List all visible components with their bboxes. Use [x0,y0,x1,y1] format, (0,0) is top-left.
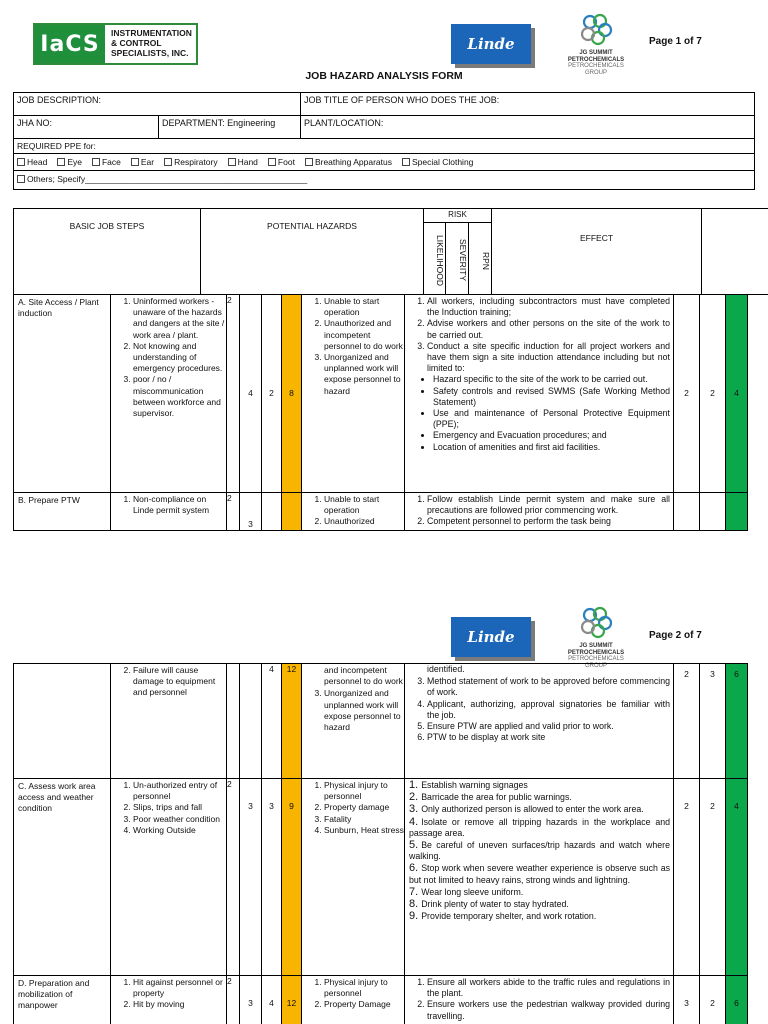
hazard-list: 1. Hit against personnel or property 2. Hit by moving [111,977,226,1011]
rpn-value: 8 [282,295,302,493]
control-measures-list: 1. Establish warning signages 2. Barricade the area for public warnings. 3. Only authorized person is allowed to enter the work area. 4. Isolate or remove all tripping hazards in the workplace and passage area. 5. Be careful of uneven surfaces/trip hazards and watch where walking. 6. Stop work when severe weather experience is observe such as but not limited to heavy rains, strong winds and lightning. 7. Wear long sleeve uniform. 8. Drink plenty of water to stay hydrated. 9. Provide temporary shelter, and work rotation. [409,779,670,923]
required-ppe-label: REQUIRED PPE for: [14,139,754,154]
table-row: B. Prepare PTW 1. Non-compliance on Linde permit system 2 3 1. Unable to start operation 2. Unauthorized 1. Follow establish Linde permit system and make sure all precautions are followed prior commencing work. 2. Competent personnel to perform the task being [14,493,748,531]
risk-header: RISK [424,209,492,223]
residual-severity: 3 [700,664,726,779]
likelihood-value: 3 [240,779,262,976]
table-row: A. Site Access / Plant induction 1. Uninformed workers - unaware of the hazards and dangers at the site / work area / plant. 2. Not knowing and understanding of emergency procedures. 3. poor / no / miscommunication between workforce and supervisor. 2 4 2 8 1. Unable to start operation 2. Unauthorized and incompetent personnel to do work 3. Unorganized and unplanned work will expose personnel to hazard 1. All workers, including subcontractors must have completed the Induction training; 2. Advise workers and other persons on the site of the work to be carried out. 3. Conduct a site specific induction for all project workers and have them sign a site induction attendance including but not limited to: • Hazard specific to the site of the work to be carried out. • Safety controls and revised SWMS (Safe Working Method Statement) • Use and maintenance of Personal Protective Equipment (PPE); • Emergency and Evacuation procedures; and • Location of amenities and first aid facilities. 2 2 4 [14,295,748,493]
consequence-list: and incompetent personnel to do work [324,665,403,687]
control-measures-list: 1. All workers, including subcontractors must have completed the Induction training; 2. Advise workers and other persons on the site of the work to be carried out. 3. Conduct a site specific induction for all project workers and have them sign a site induction attendance including but not limited to: [405,296,670,374]
ppe-foot-checkbox[interactable]: Foot [268,157,295,167]
hazard-list: 1. Un-authorized entry of personnel 2. Slips, trips and fall 3. Poor weather condition 4. Working Outside [111,780,226,836]
residual-rpn: 6 [726,664,748,779]
jg-rings-icon [578,12,614,48]
likelihood-value: 3 [240,493,262,531]
page-number: Page 1 of 7 [649,36,702,47]
basic-job-steps-header: BASIC JOB STEPS [14,209,201,295]
jha-no-field[interactable]: JHA NO: [14,116,159,138]
table-row: C. Assess work area access and weather condition 1. Un-authorized entry of personnel 2. Slips, trips and fall 3. Poor weather condition 4. Working Outside 2 3 3 9 1. Physical injury to personnel 2. Property damage 3. Fatality 4. Sunburn, Heat stress 1. Establish warning signages 2. Barricade the area for public warnings. 3. Only authorized person is allowed to enter the work area. 4. Isolate or remove all tripping hazards in the workplace and passage area. 5. Be careful of uneven surfaces/trip hazards and watch where walking. 6. Stop work when severe weather experience is observe such as but not limited to heavy rains, strong winds and lightning. 7. Wear long sleeve uniform. 8. Drink plenty of water to stay hydrated. 9. Provide temporary shelter, and work rotation. 2 2 4 [14,779,748,976]
page-number: Page 2 of 7 [649,630,702,641]
jg-summit-logo: JG SUMMIT PETROCHEMICALS PETROCHEMICALS GROUP [556,12,636,76]
residual-likelihood: 2 [674,779,700,976]
ppe-special-clothing-checkbox[interactable]: Special Clothing [402,157,473,167]
consequence-list: 1. Unable to start operation 2. Unauthorized and incompetent personnel to do work 3. Unorganized and unplanned work will expose personnel to hazard [302,296,404,397]
job-step: A. Site Access / Plant induction [14,295,111,493]
residual-severity: 2 [700,295,726,493]
likelihood-value: 3 [240,976,262,1024]
severity-value: 4 [262,976,282,1024]
residual-rpn: 4 [726,295,748,493]
form-title: JOB HAZARD ANALYSIS FORM [305,70,463,82]
job-step: D. Preparation and mobilization of manpower [14,976,111,1024]
hazard-table-page1 [13,294,748,531]
ppe-others-field[interactable]: Others; Specify_______________________________________________ [14,171,754,189]
department-field[interactable]: DEPARTMENT: Engineering [159,116,301,138]
ppe-head-checkbox[interactable]: Head [17,157,47,167]
jg-summit-logo: JG SUMMIT PETROCHEMICALS PETROCHEMICALS GROUP [556,605,636,669]
iacs-logo-mark: IaCS [35,25,105,63]
likelihood-header: LIKELIHOOD [424,223,446,295]
job-description-field[interactable]: JOB DESCRIPTION: [14,93,301,115]
induction-topics-list: • Hazard specific to the site of the work to be carried out. • Safety controls and revised SWMS (Safe Working Method Statement) • Use and maintenance of Personal Protective Equipment (PPE); • Emergency and Evacuation procedures; and • Location of amenities and first aid facilities. [405,374,670,452]
rpn-value: 9 [282,779,302,976]
job-step: B. Prepare PTW [14,493,111,531]
ppe-options [14,154,754,171]
severity-value: 3 [262,779,282,976]
hazard-table-header [13,208,768,295]
likelihood-value: 4 [262,664,282,779]
linde-logo: Linde [451,24,531,64]
residual-rpn: 4 [726,779,748,976]
linde-logo: Linde [451,617,531,657]
severity-header: SEVERITY [446,223,469,295]
rpn-value: 12 [282,664,302,779]
hazard-table-page2 [13,663,748,1024]
rpn-value: 12 [282,976,302,1024]
ppe-eye-checkbox[interactable]: Eye [57,157,82,167]
residual-severity: 2 [700,779,726,976]
job-step: C. Assess work area access and weather condition [14,779,111,976]
plant-location-field[interactable]: PLANT/LOCATION: [304,118,384,128]
job-title-field[interactable]: JOB TITLE OF PERSON WHO DOES THE JOB: [304,95,500,105]
consequence-list: 1. Physical injury to personnel 2. Property Damage [302,977,404,1011]
control-measures-list: 1. Ensure all workers abide to the traffic rules and regulations in the plant. 2. Ensure workers use the pedestrian walkway provided during travelling. [405,977,670,1022]
consequence-list: 1. Physical injury to personnel 2. Property damage 3. Fatality 4. Sunburn, Heat stress [302,780,404,836]
table-row: 2. Failure will cause damage to equipment and personnel 4 12 and incompetent personnel to do work 3. Unorganized and unplanned work will expose personnel to hazard identified. 3. Method statement of work to be approved before commencing of work. 4. Applicant, authorizing, approval signatories be familiar with the job. 5. Ensure PTW are applied and valid prior to work. 6. PTW to be display at work site 2 3 6 [14,664,748,779]
hazard-list: 1. Non-compliance on Linde permit system [111,494,226,516]
residual-severity: 2 [700,976,726,1024]
effect-header: EFFECT [492,209,702,295]
consequence-list: 1. Unable to start operation 2. Unauthorized [302,494,404,528]
severity-value: 2 [262,295,282,493]
residual-likelihood: 2 [674,664,700,779]
hazard-list: 1. Uninformed workers - unaware of the hazards and dangers at the site / work area / plant. 2. Not knowing and understanding of emergency procedures. 3. poor / no / miscommunication between workforce and supervisor. [111,296,226,419]
ppe-breathing-apparatus-checkbox[interactable]: Breathing Apparatus [305,157,392,167]
residual-likelihood: 2 [674,295,700,493]
job-info-table [13,92,755,190]
control-measures-list: 3. Method statement of work to be approved before commencing of work. 4. Applicant, authorizing, approval signatories be familiar with the job. 5. Ensure PTW are applied and valid prior to work. 6. PTW to be display at work site [405,676,670,743]
residual-likelihood: 3 [674,976,700,1024]
residual-rpn: 6 [726,976,748,1024]
iacs-logo [33,23,198,65]
hazard-list: 2. Failure will cause damage to equipment and personnel [111,665,226,699]
rpn-header: RPN [469,223,492,295]
ppe-hand-checkbox[interactable]: Hand [228,157,258,167]
ppe-respiratory-checkbox[interactable]: Respiratory [164,157,217,167]
potential-hazards-header: POTENTIAL HAZARDS [201,209,424,295]
iacs-logo-text: INSTRUMENTATION & CONTROL SPECIALISTS, INC. [111,28,192,58]
table-row: D. Preparation and mobilization of manpower 1. Hit against personnel or property 2. Hit by moving 2 3 4 12 1. Physical injury to personnel 2. Property Damage 1. Ensure all workers abide to the traffic rules and regulations in the plant. 2. Ensure workers use the pedestrian walkway provided during travelling. 3 2 6 [14,976,748,1024]
ppe-face-checkbox[interactable]: Face [92,157,121,167]
jg-rings-icon [578,605,614,641]
control-measures-list: 1. Follow establish Linde permit system and make sure all precautions are followed prior commencing work. 2. Competent personnel to perform the task being [405,494,670,528]
ppe-ear-checkbox[interactable]: Ear [131,157,154,167]
likelihood-value: 4 [240,295,262,493]
